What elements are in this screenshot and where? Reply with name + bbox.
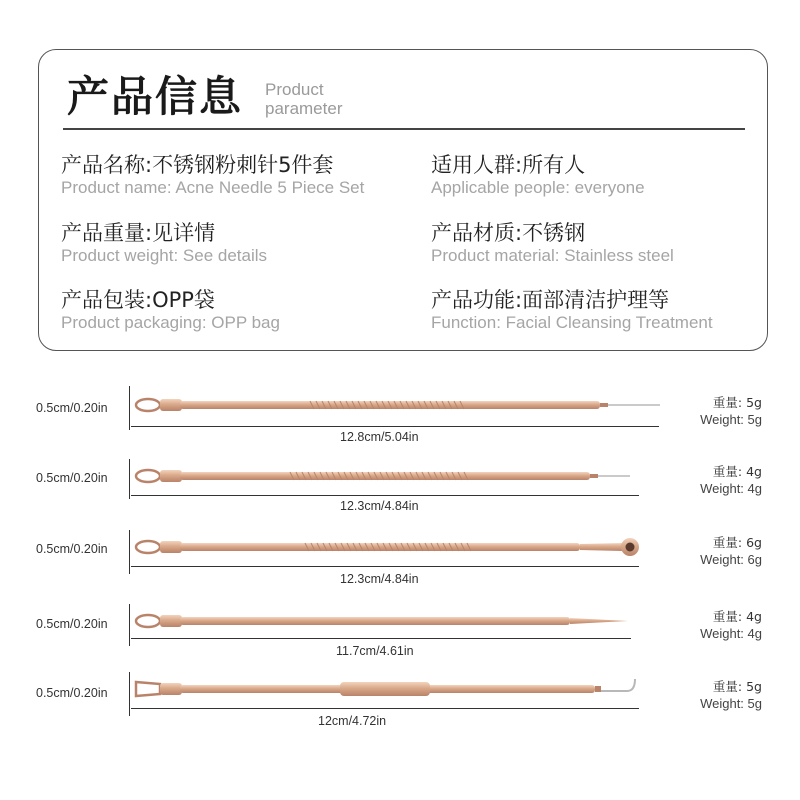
field-label-zh: 产品重量:见详情 <box>61 221 216 245</box>
width-label: 0.5cm/0.20in <box>36 617 108 631</box>
width-label: 0.5cm/0.20in <box>36 542 108 556</box>
loop-head <box>136 615 160 627</box>
needle-row-4 <box>0 594 800 658</box>
length-dimension-line <box>131 638 631 639</box>
width-label: 0.5cm/0.20in <box>36 471 108 485</box>
collar <box>160 541 182 553</box>
weight-label-zh: 重量: 5g <box>712 679 762 694</box>
loop-head <box>136 399 160 411</box>
loop-head <box>136 541 160 553</box>
length-label: 12.3cm/4.84in <box>340 499 419 513</box>
grip-pad <box>340 682 430 696</box>
length-dimension-line <box>131 708 639 709</box>
triangle-head <box>136 682 160 696</box>
length-label: 11.7cm/4.61in <box>336 644 414 658</box>
weight-label-zh: 重量: 4g <box>712 464 762 479</box>
weight-block <box>682 394 762 428</box>
field-product-weight <box>61 220 267 266</box>
field-label-en: Product weight: See details <box>61 246 268 265</box>
needle-image <box>130 532 670 562</box>
weight-label-en: Weight: 4g <box>700 626 762 641</box>
weight-block <box>682 608 762 642</box>
field-label-en: Product packaging: OPP bag <box>61 313 280 332</box>
field-label-en: Applicable people: everyone <box>431 178 645 197</box>
weight-label-zh: 重量: 4g <box>712 609 762 624</box>
section-subtitle: Product parameter <box>265 80 343 118</box>
needle-image <box>130 674 670 704</box>
length-dimension-line <box>131 495 639 496</box>
weight-label-zh: 重量: 5g <box>712 395 762 410</box>
field-label-zh: 产品包装:OPP袋 <box>61 288 215 312</box>
field-product-name <box>61 152 364 198</box>
handle-body <box>180 617 570 625</box>
weight-label-en: Weight: 6g <box>700 552 762 567</box>
section-title: 产品信息 <box>67 72 244 121</box>
length-dimension-line <box>131 426 659 427</box>
field-label-en: Product name: Acne Needle 5 Piece Set <box>61 178 365 197</box>
cup-hollow <box>626 543 635 552</box>
field-product-packaging <box>61 287 280 333</box>
field-label-en: Product material: Stainless steel <box>431 246 674 265</box>
tip-socket <box>600 403 608 407</box>
cup-neck <box>580 543 622 551</box>
loop-head <box>136 470 160 482</box>
pointed-tip <box>570 618 628 624</box>
field-label-en: Function: Facial Cleansing Treatment <box>431 313 713 332</box>
handle-body <box>180 472 590 480</box>
length-label: 12.3cm/4.84in <box>340 572 419 586</box>
field-label-zh: 适用人群:所有人 <box>431 153 586 177</box>
weight-label-en: Weight: 4g <box>700 481 762 496</box>
product-info-card <box>38 49 768 351</box>
field-label-zh: 产品材质:不锈钢 <box>431 221 586 245</box>
length-label: 12.8cm/5.04in <box>340 430 419 444</box>
weight-block <box>682 678 762 712</box>
needle-image <box>130 606 670 636</box>
length-label: 12cm/4.72in <box>318 714 387 728</box>
field-product-material <box>431 220 674 266</box>
field-applicable-people <box>431 152 645 198</box>
tip-socket <box>595 686 601 692</box>
needle-image <box>130 461 670 491</box>
field-label-zh: 产品功能:面部清洁护理等 <box>431 288 670 312</box>
length-dimension-line <box>131 566 639 567</box>
collar <box>160 399 182 411</box>
width-label: 0.5cm/0.20in <box>36 686 108 700</box>
needle-row-1 <box>0 378 800 444</box>
needle-row-3 <box>0 522 800 586</box>
tip-socket <box>590 474 598 478</box>
field-label-zh: 产品名称:不锈钢粉刺针5件套 <box>61 153 334 177</box>
width-label: 0.5cm/0.20in <box>36 401 108 415</box>
weight-block <box>682 534 762 568</box>
title-divider <box>63 128 745 130</box>
needle-row-2 <box>0 447 800 513</box>
weight-label-zh: 重量: 6g <box>712 535 762 550</box>
collar <box>160 683 182 695</box>
steel-hook-tip <box>601 679 635 691</box>
weight-label-en: Weight: 5g <box>700 696 762 711</box>
field-product-function <box>431 287 713 333</box>
weight-block <box>682 463 762 497</box>
weight-label-en: Weight: 5g <box>700 412 762 427</box>
needle-image <box>130 390 670 420</box>
collar <box>160 615 182 627</box>
collar <box>160 470 182 482</box>
needle-row-5 <box>0 664 800 728</box>
